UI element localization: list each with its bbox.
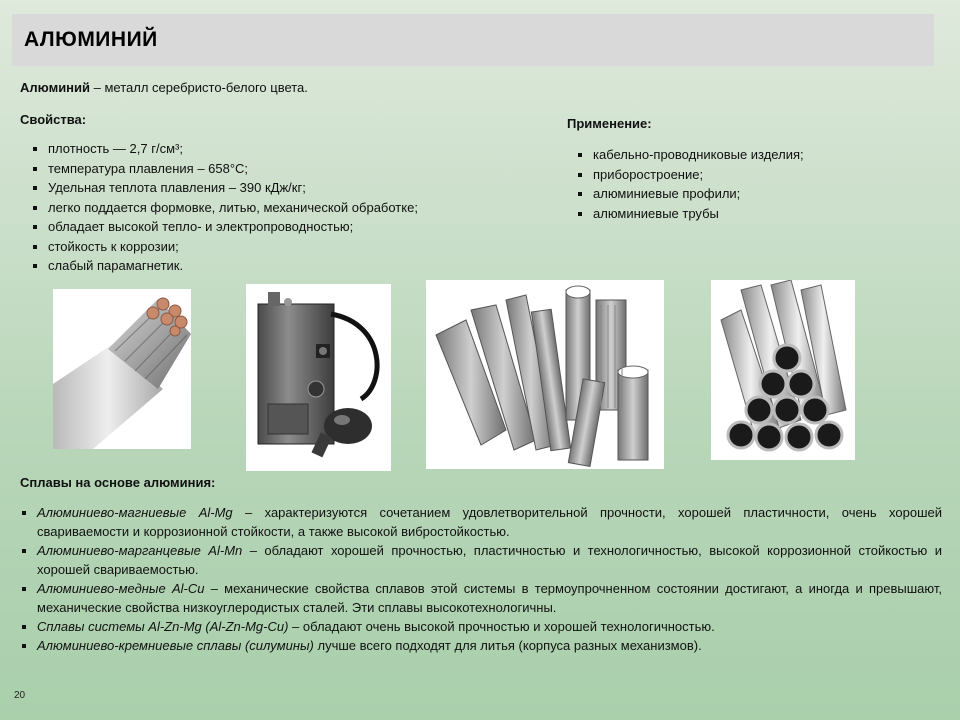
cable-photo [53, 289, 191, 449]
alloy-name: Сплавы системы Al-Zn-Mg (Al-Zn-Mg-Cu) [37, 619, 289, 634]
alloy-name: Алюминиево-кремниевые сплавы (силумины) [37, 638, 314, 653]
alloy-text: – механические свойства сплавов этой системы в термоупрочненном состоянии достигают, а иногда и превышают, механические свойства низкоуглеродистых сталей. Эти сплавы высокотехнологичны. [37, 581, 942, 615]
aluminium-profiles-photo [426, 280, 664, 469]
title-bar [12, 14, 934, 66]
properties-list [31, 139, 418, 276]
list-item: обладает высокой тепло- и электропроводностью; [31, 217, 418, 237]
list-item: легко поддается формовке, литью, механической обработке; [31, 198, 418, 218]
alloy-name: Алюминиево-медные Al-Cu [37, 581, 205, 596]
intro-rest: – металл серебристо-белого цвета. [90, 80, 308, 95]
list-item [20, 617, 942, 636]
list-item: стойкость к коррозии; [31, 237, 418, 257]
list-item: слабый парамагнетик. [31, 256, 418, 276]
list-item: плотность — 2,7 г/см³; [31, 139, 418, 159]
list-item: Удельная теплота плавления – 390 кДж/кг; [31, 178, 418, 198]
page-number: 20 [14, 690, 26, 701]
list-item: алюминиевые трубы [576, 204, 804, 224]
list-item [20, 579, 942, 617]
alloy-text: – характеризуются сочетанием удовлетворительной прочности, хорошей пластичности, очень хорошей свариваемости и коррозионной стойкости, а также высокой вибростойкостью. [37, 505, 942, 539]
properties-heading: Свойства: [20, 112, 87, 127]
list-item [20, 636, 942, 655]
alloys-heading: Сплавы на основе алюминия: [20, 475, 216, 490]
page-title: АЛЮМИНИЙ [24, 28, 158, 51]
alloy-name: Алюминиево-магниевые Al-Mg [37, 505, 233, 520]
alloy-text: лучше всего подходят для литья (корпуса разных механизмов). [313, 638, 702, 653]
alloys-list [20, 503, 942, 655]
list-item [20, 503, 942, 541]
list-item: приборостроение; [576, 165, 804, 185]
application-heading: Применение: [567, 116, 652, 131]
intro-term: Алюминий [20, 80, 91, 95]
alloy-text: – обладают очень высокой прочностью и хорошей технологичностью. [288, 619, 715, 634]
list-item [20, 541, 942, 579]
intro-text [20, 80, 308, 95]
list-item: алюминиевые профили; [576, 184, 804, 204]
instrument-device-photo [246, 284, 391, 471]
application-list [576, 145, 804, 223]
aluminium-tubes-photo [711, 280, 855, 460]
list-item: температура плавления – 658°С; [31, 159, 418, 179]
alloy-text: – обладают хорошей прочностью, пластичностью и технологичностью, высокой коррозионной стойкостью и хорошей свариваемостью. [37, 543, 942, 577]
alloy-name: Алюминиево-марганцевые Al-Mn [37, 543, 243, 558]
list-item: кабельно-проводниковые изделия; [576, 145, 804, 165]
